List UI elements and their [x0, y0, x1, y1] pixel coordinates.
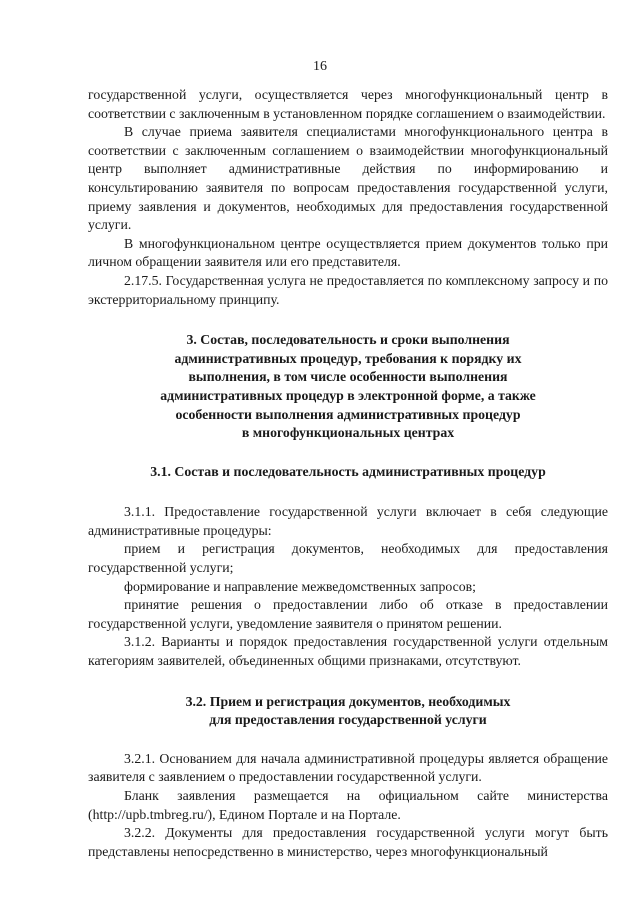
heading-line: административных процедур, требования к порядку их	[174, 350, 522, 366]
paragraph: 3.2.1. Основанием для начала административной процедуры является обращение заявителя с заявлением о предоставлении государственной услуги.	[88, 750, 608, 785]
section-3-1-heading: 3.1. Состав и последовательность административных процедур	[150, 463, 546, 479]
section-3-heading	[88, 331, 608, 443]
paragraph: В многофункциональном центре осуществляется прием документов только при личном обращении заявителя или его представителя.	[88, 235, 608, 270]
page-number: 16	[313, 59, 327, 74]
paragraph: формирование и направление межведомственных запросов;	[124, 578, 477, 594]
heading-line: 3.2. Прием и регистрация документов, необходимых	[185, 693, 511, 709]
heading-line: в многофункциональных центрах	[241, 425, 455, 441]
heading-line: выполнения, в том числе особенности выполнения	[188, 369, 508, 385]
paragraph: принятие решения о предоставлении либо об отказе в предоставлении государственной услуги, уведомление заявителя о принятом решении.	[88, 597, 608, 631]
document-body	[88, 86, 608, 861]
paragraph: В случае приема заявителя специалистами многофункционального центра в соответствии с заключенным соглашением о взаимодействии многофункциональный центр выполняет административные действия по информированию и консультированию заявителя по вопросам предоставления государственной услуги, приему заявления и документов, необходимых для предоставления государственной услуги.	[88, 124, 608, 233]
paragraph: 2.17.5. Государственная услуга не предоставляется по комплексному запросу и по экстерриториальному принципу.	[88, 272, 608, 307]
heading-line: административных процедур в электронной форме, а также	[160, 387, 536, 403]
section-3-2-heading	[88, 693, 608, 730]
heading-line: 3. Состав, последовательность и сроки выполнения	[186, 332, 510, 348]
paragraph: 3.1.1. Предоставление государственной услуги включает в себя следующие административные процедуры:	[88, 504, 608, 538]
paragraph: Бланк заявления размещается на официальном сайте министерства (http://upb.tmbreg.ru/), Едином Портале и на Портале.	[88, 788, 608, 822]
paragraph: государственной услуги, осуществляется через многофункциональный центр в соответствии с заключенным в установленном порядке соглашением о взаимодействии.	[88, 87, 608, 121]
paragraph: 3.1.2. Варианты и порядок предоставления государственной услуги отдельным категориям заявителей, объединенных общими признаками, отсутствуют.	[88, 634, 608, 669]
heading-line: для предоставления государственной услуги	[209, 712, 487, 728]
heading-line: особенности выполнения административных процедур	[175, 406, 521, 422]
paragraph: прием и регистрация документов, необходимых для предоставления государственной услуги;	[88, 541, 608, 576]
paragraph: 3.2.2. Документы для предоставления государственной услуги могут быть представлены непосредственно в министерство, через многофункциональный	[88, 825, 608, 859]
